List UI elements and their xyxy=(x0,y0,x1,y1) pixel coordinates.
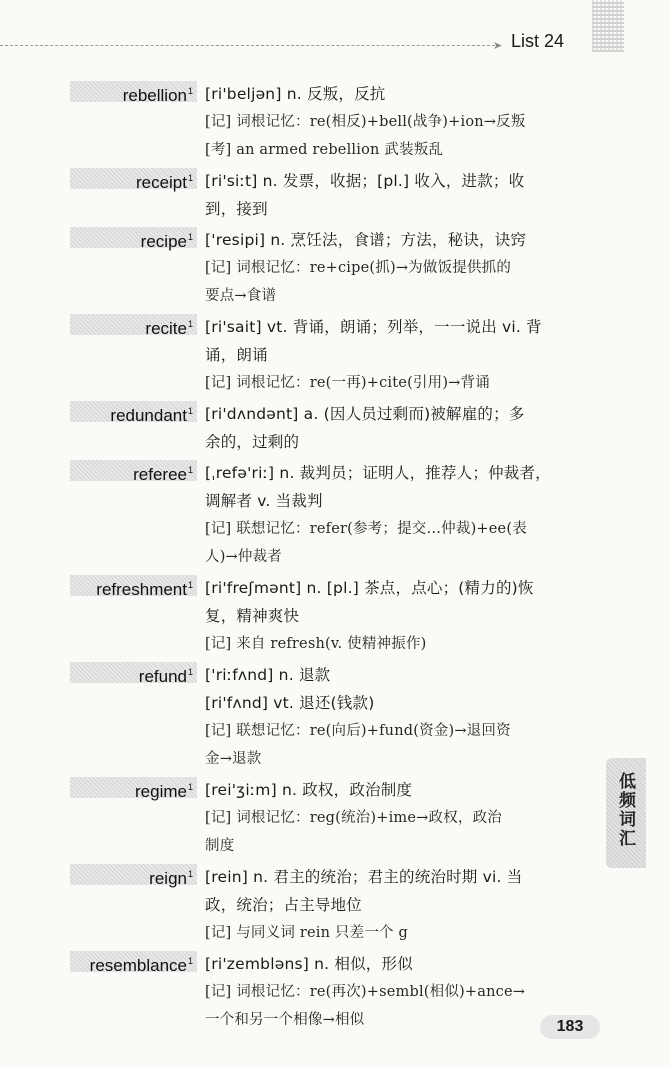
entries-list xyxy=(0,80,671,1037)
definition-line: [ri'sait] vt. 背诵，朗诵；列举，一一说出 vi. 背 xyxy=(205,318,542,336)
headword-text: receipt xyxy=(135,173,187,192)
definition-line: [ri'dʌndənt] a. (因人员过剩而)被解雇的；多 xyxy=(205,405,525,423)
definition-line: [ri'fʌnd] vt. 退还(钱款) xyxy=(205,694,375,712)
definition-line: ['resipi] n. 烹饪法，食谱；方法，秘诀，诀窍 xyxy=(205,231,527,249)
headword-text: reign xyxy=(149,869,187,888)
entry-regime xyxy=(0,776,671,860)
entry-reign xyxy=(0,863,671,947)
entry-lines xyxy=(205,661,595,773)
definition-line: ['riːfʌnd] n. 退款 xyxy=(205,666,331,684)
corner-pattern xyxy=(592,0,624,52)
headword xyxy=(70,401,197,425)
entry-lines xyxy=(205,313,595,397)
headword-text: rebellion xyxy=(122,86,187,105)
note-line: [记] 词根记忆：re(再次)+sembl(相似)+ance→ xyxy=(205,984,526,1000)
definition-line: 复，精神爽快 xyxy=(205,607,300,625)
note-line: 要点→食谱 xyxy=(205,288,277,304)
entry-rebellion xyxy=(0,80,671,164)
headword xyxy=(70,227,197,251)
definition-line: 政，统治；占主导地位 xyxy=(205,896,363,914)
note-line: [记] 联想记忆：refer(参考；提交…仲裁)+ee(表 xyxy=(205,521,527,537)
frequency-superscript: 1 xyxy=(187,667,193,677)
frequency-superscript: 1 xyxy=(187,319,193,329)
definition-line: [ri'freʃmənt] n. [pl.] 茶点，点心；(精力的)恢 xyxy=(205,579,534,597)
header-arrow-icon: ➤ xyxy=(493,39,503,52)
frequency-superscript: 1 xyxy=(187,86,193,96)
entry-lines xyxy=(205,80,595,164)
frequency-superscript: 1 xyxy=(187,465,193,475)
note-line: [记] 词根记忆：re(一再)+cite(引用)→背诵 xyxy=(205,375,490,391)
definition-line: [rein] n. 君主的统治；君主的统治时期 vi. 当 xyxy=(205,868,523,886)
page-number-badge xyxy=(540,1015,600,1039)
headword-text: recite xyxy=(145,319,187,338)
headword-text: recipe xyxy=(140,232,187,251)
note-line: [考] an armed rebellion 武装叛乱 xyxy=(205,142,444,158)
entry-lines xyxy=(205,574,595,658)
entry-referee xyxy=(0,459,671,571)
headword xyxy=(70,777,197,801)
headword-text: resemblance xyxy=(89,956,187,975)
headword xyxy=(70,168,197,192)
definition-line: 诵，朗诵 xyxy=(205,346,268,364)
entry-recite xyxy=(0,313,671,397)
definition-line: [ri'beljən] n. 反叛，反抗 xyxy=(205,85,386,103)
entry-refund xyxy=(0,661,671,773)
side-tab xyxy=(606,758,646,868)
entry-lines xyxy=(205,950,595,1034)
frequency-superscript: 1 xyxy=(187,580,193,590)
entry-lines xyxy=(205,863,595,947)
frequency-superscript: 1 xyxy=(187,782,193,792)
frequency-superscript: 1 xyxy=(187,869,193,879)
list-title: List 24 xyxy=(511,31,565,51)
definition-line: [ˌrefə'riː] n. 裁判员；证明人，推荐人；仲裁者， xyxy=(205,464,551,482)
headword-text: refreshment xyxy=(96,580,187,599)
entry-redundant xyxy=(0,400,671,456)
headword xyxy=(70,575,197,599)
page-number: 183 xyxy=(556,1018,584,1035)
frequency-superscript: 1 xyxy=(187,232,193,242)
frequency-superscript: 1 xyxy=(187,406,193,416)
definition-line: [ri'zembləns] n. 相似，形似 xyxy=(205,955,413,973)
entry-receipt xyxy=(0,167,671,223)
note-line: 制度 xyxy=(205,838,235,854)
definition-line: [rei'ʒiːm] n. 政权，政治制度 xyxy=(205,781,413,799)
headword xyxy=(70,81,197,105)
entry-lines xyxy=(205,776,595,860)
definition-line: 到，接到 xyxy=(205,200,268,218)
note-line: 金→退款 xyxy=(205,751,262,767)
headword xyxy=(70,460,197,484)
side-tab-label: 低频词汇 xyxy=(615,772,635,848)
entry-lines xyxy=(205,459,595,571)
note-line: [记] 与同义词 rein 只差一个 g xyxy=(205,925,409,941)
note-line: [记] 来自 refresh(v. 使精神振作) xyxy=(205,636,427,652)
note-line: [记] 词根记忆：re+cipe(抓)→为做饭提供抓的 xyxy=(205,260,512,276)
headword-text: regime xyxy=(135,782,187,801)
headword xyxy=(70,864,197,888)
entry-lines xyxy=(205,400,595,456)
headword xyxy=(70,951,197,975)
note-line: 人)→仲裁者 xyxy=(205,549,283,565)
entry-recipe xyxy=(0,226,671,310)
definition-line: 余的，过剩的 xyxy=(205,433,300,451)
headword-text: redundant xyxy=(110,406,187,425)
frequency-superscript: 1 xyxy=(187,956,193,966)
definition-line: 调解者 v. 当裁判 xyxy=(205,492,323,510)
headword xyxy=(70,662,197,686)
definition-line: [ri'siːt] n. 发票，收据；[pl.] 收入，进款；收 xyxy=(205,172,525,190)
header-rule xyxy=(0,45,500,46)
frequency-superscript: 1 xyxy=(187,173,193,183)
note-line: [记] 词根记忆：re(相反)+bell(战争)+ion→反叛 xyxy=(205,114,526,130)
note-line: [记] 词根记忆：reg(统治)+ime→政权，政治 xyxy=(205,810,502,826)
headword xyxy=(70,314,197,338)
note-line: 一个和另一个相像→相似 xyxy=(205,1012,365,1028)
note-line: [记] 联想记忆：re(向后)+fund(资金)→退回资 xyxy=(205,723,511,739)
headword-text: refund xyxy=(138,667,187,686)
entry-lines xyxy=(205,226,595,310)
entry-refreshment xyxy=(0,574,671,658)
headword-text: referee xyxy=(133,465,187,484)
entry-lines xyxy=(205,167,595,223)
